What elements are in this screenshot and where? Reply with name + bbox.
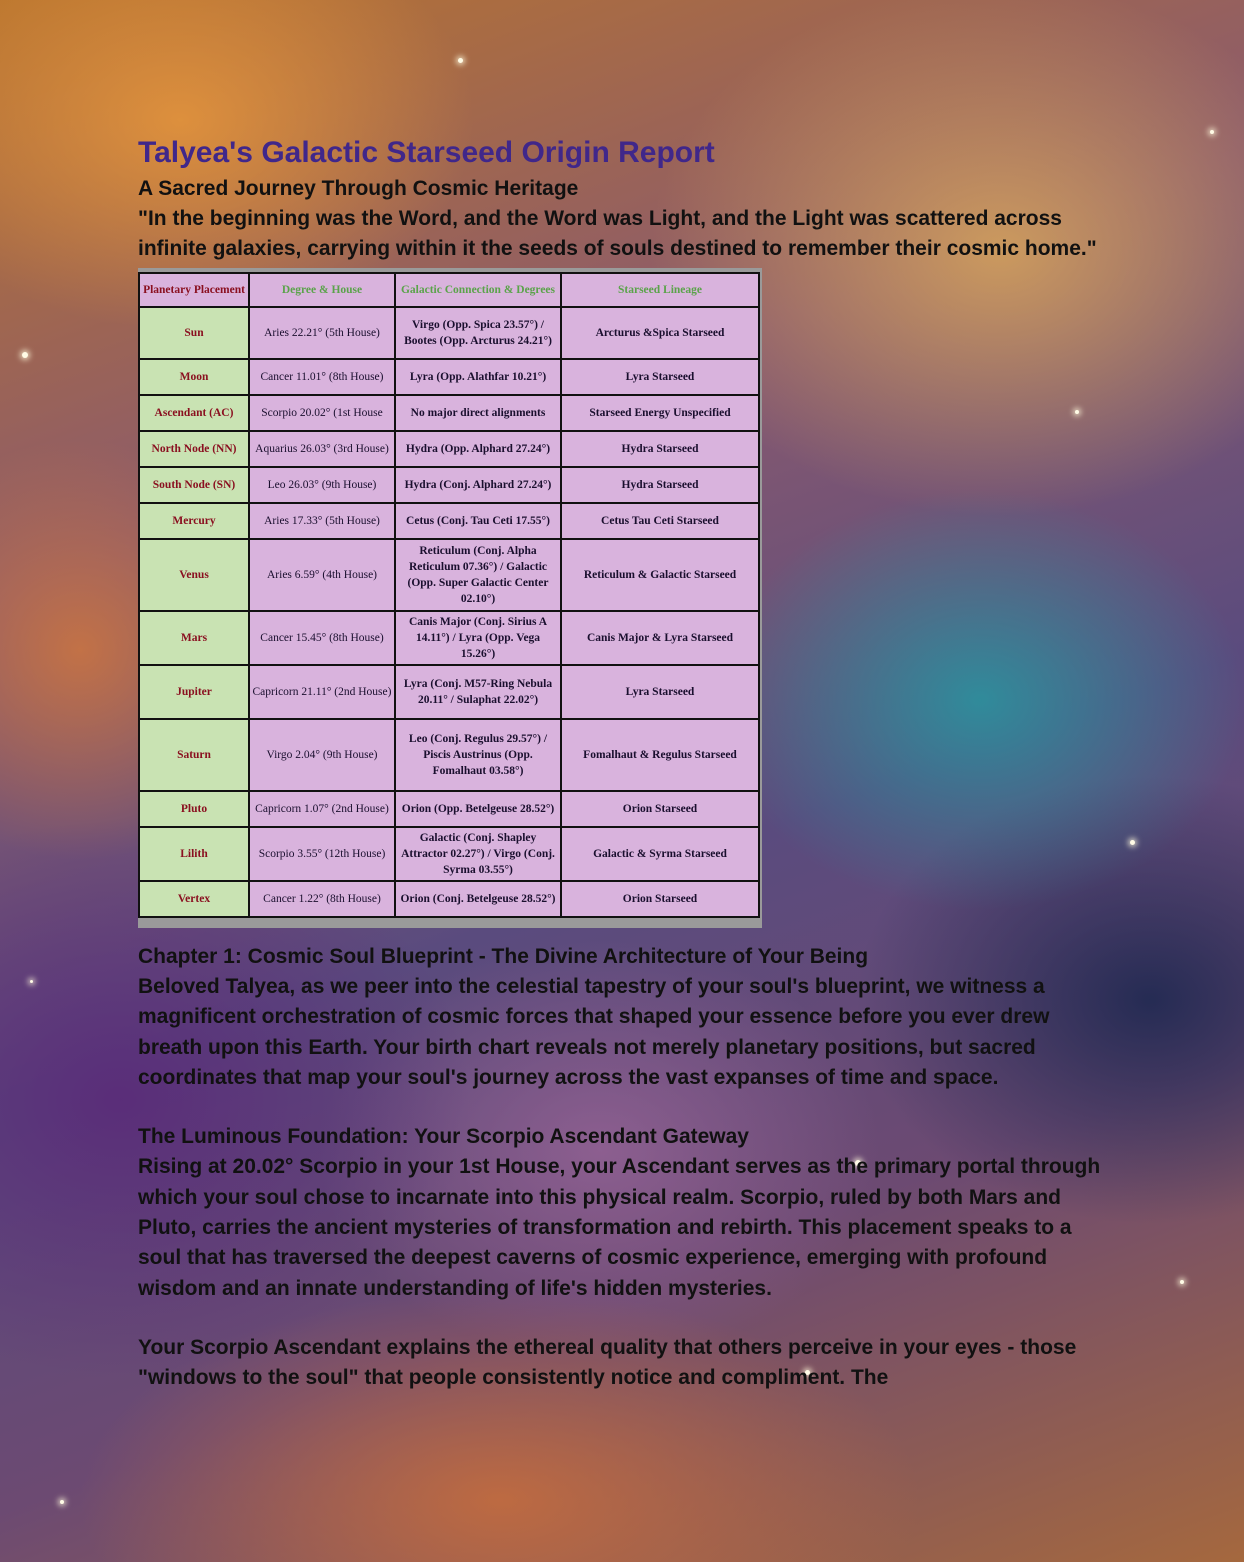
table-header-cell: Degree & House bbox=[249, 273, 395, 307]
table-cell-connection: Orion (Conj. Betelgeuse 28.52°) bbox=[395, 881, 561, 917]
table-cell-degree: Cancer 1.22° (8th House) bbox=[249, 881, 395, 917]
table-cell-degree: Scorpio 20.02° (1st House bbox=[249, 395, 395, 431]
star-decoration bbox=[458, 58, 463, 63]
table-cell-lineage: Cetus Tau Ceti Starseed bbox=[561, 503, 759, 539]
table-cell-connection: Lyra (Conj. M57-Ring Nebula 20.11° / Sulaphat 22.02°) bbox=[395, 665, 561, 719]
star-decoration bbox=[22, 352, 28, 358]
table-cell-degree: Capricorn 21.11° (2nd House) bbox=[249, 665, 395, 719]
star-decoration bbox=[30, 980, 33, 983]
table-cell-connection: Cetus (Conj. Tau Ceti 17.55°) bbox=[395, 503, 561, 539]
table-cell-planet: Sun bbox=[139, 307, 249, 359]
table-row bbox=[139, 467, 759, 503]
table-cell-connection: Hydra (Conj. Alphard 27.24°) bbox=[395, 467, 561, 503]
star-decoration bbox=[1130, 840, 1135, 845]
table-row bbox=[139, 611, 759, 665]
section-body: Rising at 20.02° Scorpio in your 1st House, your Ascendant serves as the primary portal through which your soul chose to incarnate into this physical realm. Scorpio, ruled by both Mars and Pluto, carries the ancient mysteries of transformation and rebirth. This placement speaks to a soul that has traversed the deepest caverns of cosmic experience, emerging with profound wisdom and an innate understanding of life's hidden mysteries. bbox=[138, 1155, 1101, 1300]
table-cell-planet: Ascendant (AC) bbox=[139, 395, 249, 431]
table-cell-lineage: Hydra Starseed bbox=[561, 467, 759, 503]
report-content bbox=[138, 132, 1113, 1394]
table-cell-connection: Orion (Opp. Betelgeuse 28.52°) bbox=[395, 791, 561, 827]
table-cell-degree: Cancer 15.45° (8th House) bbox=[249, 611, 395, 665]
table-cell-lineage: Orion Starseed bbox=[561, 791, 759, 827]
table-row bbox=[139, 827, 759, 881]
table-row bbox=[139, 503, 759, 539]
report-subtitle: A Sacred Journey Through Cosmic Heritage bbox=[138, 177, 579, 200]
table-cell-lineage: Arcturus &Spica Starseed bbox=[561, 307, 759, 359]
table-cell-connection: Galactic (Conj. Shapley Attractor 02.27°) / Virgo (Conj. Syrma 03.55°) bbox=[395, 827, 561, 881]
table-cell-planet: Venus bbox=[139, 539, 249, 611]
table-row bbox=[139, 719, 759, 791]
table-cell-planet: South Node (SN) bbox=[139, 467, 249, 503]
table-cell-lineage: Lyra Starseed bbox=[561, 665, 759, 719]
star-decoration bbox=[1180, 1280, 1184, 1284]
table-cell-planet: Lilith bbox=[139, 827, 249, 881]
table-cell-planet: Moon bbox=[139, 359, 249, 395]
table-cell-lineage: Galactic & Syrma Starseed bbox=[561, 827, 759, 881]
table-cell-connection: Virgo (Opp. Spica 23.57°) / Bootes (Opp. Arcturus 24.21°) bbox=[395, 307, 561, 359]
table-row bbox=[139, 307, 759, 359]
table-cell-degree: Leo 26.03° (9th House) bbox=[249, 467, 395, 503]
starseed-table bbox=[138, 272, 760, 918]
table-cell-planet: Mercury bbox=[139, 503, 249, 539]
table-header-cell: Starseed Lineage bbox=[561, 273, 759, 307]
table-cell-planet: Vertex bbox=[139, 881, 249, 917]
table-row bbox=[139, 431, 759, 467]
table-cell-connection: Hydra (Opp. Alphard 27.24°) bbox=[395, 431, 561, 467]
table-header-cell: Planetary Placement bbox=[139, 273, 249, 307]
section-heading: The Luminous Foundation: Your Scorpio Ascendant Gateway bbox=[138, 1125, 749, 1149]
opening-quote: "In the beginning was the Word, and the Word was Light, and the Light was scattered across infinite galaxies, carrying within it the seeds of souls destined to remember their cosmic home." bbox=[138, 207, 1097, 260]
table-row bbox=[139, 665, 759, 719]
starseed-table-container bbox=[138, 268, 762, 928]
star-decoration bbox=[1210, 130, 1214, 134]
table-row bbox=[139, 539, 759, 611]
table-cell-lineage: Starseed Energy Unspecified bbox=[561, 395, 759, 431]
table-header-row bbox=[139, 273, 759, 307]
chapter-heading: Chapter 1: Cosmic Soul Blueprint - The Divine Architecture of Your Being bbox=[138, 945, 869, 968]
closing-paragraph: Your Scorpio Ascendant explains the ethereal quality that others perceive in your eyes - those "windows to the soul" that people consistently notice and compliment. The bbox=[138, 1335, 1077, 1390]
table-header-cell: Galactic Connection & Degrees bbox=[395, 273, 561, 307]
table-row bbox=[139, 881, 759, 917]
chapter-intro: Beloved Talyea, as we peer into the celestial tapestry of your soul's blueprint, we witness a magnificent orchestration of cosmic forces that shaped your essence before you ever drew breath upon this Earth. Your birth chart reveals not merely planetary positions, but sacred coordinates that map your soul's journey across the vast expanses of time and space. bbox=[138, 975, 1050, 1089]
table-row bbox=[139, 359, 759, 395]
table-cell-planet: Pluto bbox=[139, 791, 249, 827]
table-cell-degree: Capricorn 1.07° (2nd House) bbox=[249, 791, 395, 827]
table-cell-degree: Cancer 11.01° (8th House) bbox=[249, 359, 395, 395]
table-cell-connection: No major direct alignments bbox=[395, 395, 561, 431]
table-cell-planet: Mars bbox=[139, 611, 249, 665]
table-cell-degree: Scorpio 3.55° (12th House) bbox=[249, 827, 395, 881]
table-cell-degree: Aries 22.21° (5th House) bbox=[249, 307, 395, 359]
table-row bbox=[139, 791, 759, 827]
star-decoration bbox=[60, 1500, 64, 1504]
table-cell-degree: Aries 17.33° (5th House) bbox=[249, 503, 395, 539]
table-cell-degree: Aquarius 26.03° (3rd House) bbox=[249, 431, 395, 467]
table-cell-lineage: Lyra Starseed bbox=[561, 359, 759, 395]
table-cell-lineage: Canis Major & Lyra Starseed bbox=[561, 611, 759, 665]
table-cell-lineage: Fomalhaut & Regulus Starseed bbox=[561, 719, 759, 791]
table-cell-connection: Reticulum (Conj. Alpha Reticulum 07.36°) / Galactic (Opp. Super Galactic Center 02.10°) bbox=[395, 539, 561, 611]
table-cell-degree: Virgo 2.04° (9th House) bbox=[249, 719, 395, 791]
table-cell-planet: North Node (NN) bbox=[139, 431, 249, 467]
table-cell-degree: Aries 6.59° (4th House) bbox=[249, 539, 395, 611]
table-cell-planet: Jupiter bbox=[139, 665, 249, 719]
table-cell-lineage: Hydra Starseed bbox=[561, 431, 759, 467]
table-row bbox=[139, 395, 759, 431]
table-cell-lineage: Orion Starseed bbox=[561, 881, 759, 917]
report-title: Talyea's Galactic Starseed Origin Report bbox=[138, 136, 715, 169]
table-cell-connection: Lyra (Opp. Alathfar 10.21°) bbox=[395, 359, 561, 395]
table-cell-lineage: Reticulum & Galactic Starseed bbox=[561, 539, 759, 611]
table-cell-connection: Leo (Conj. Regulus 29.57°) / Piscis Austrinus (Opp. Fomalhaut 03.58°) bbox=[395, 719, 561, 791]
table-cell-planet: Saturn bbox=[139, 719, 249, 791]
table-cell-connection: Canis Major (Conj. Sirius A 14.11°) / Lyra (Opp. Vega 15.26°) bbox=[395, 611, 561, 665]
